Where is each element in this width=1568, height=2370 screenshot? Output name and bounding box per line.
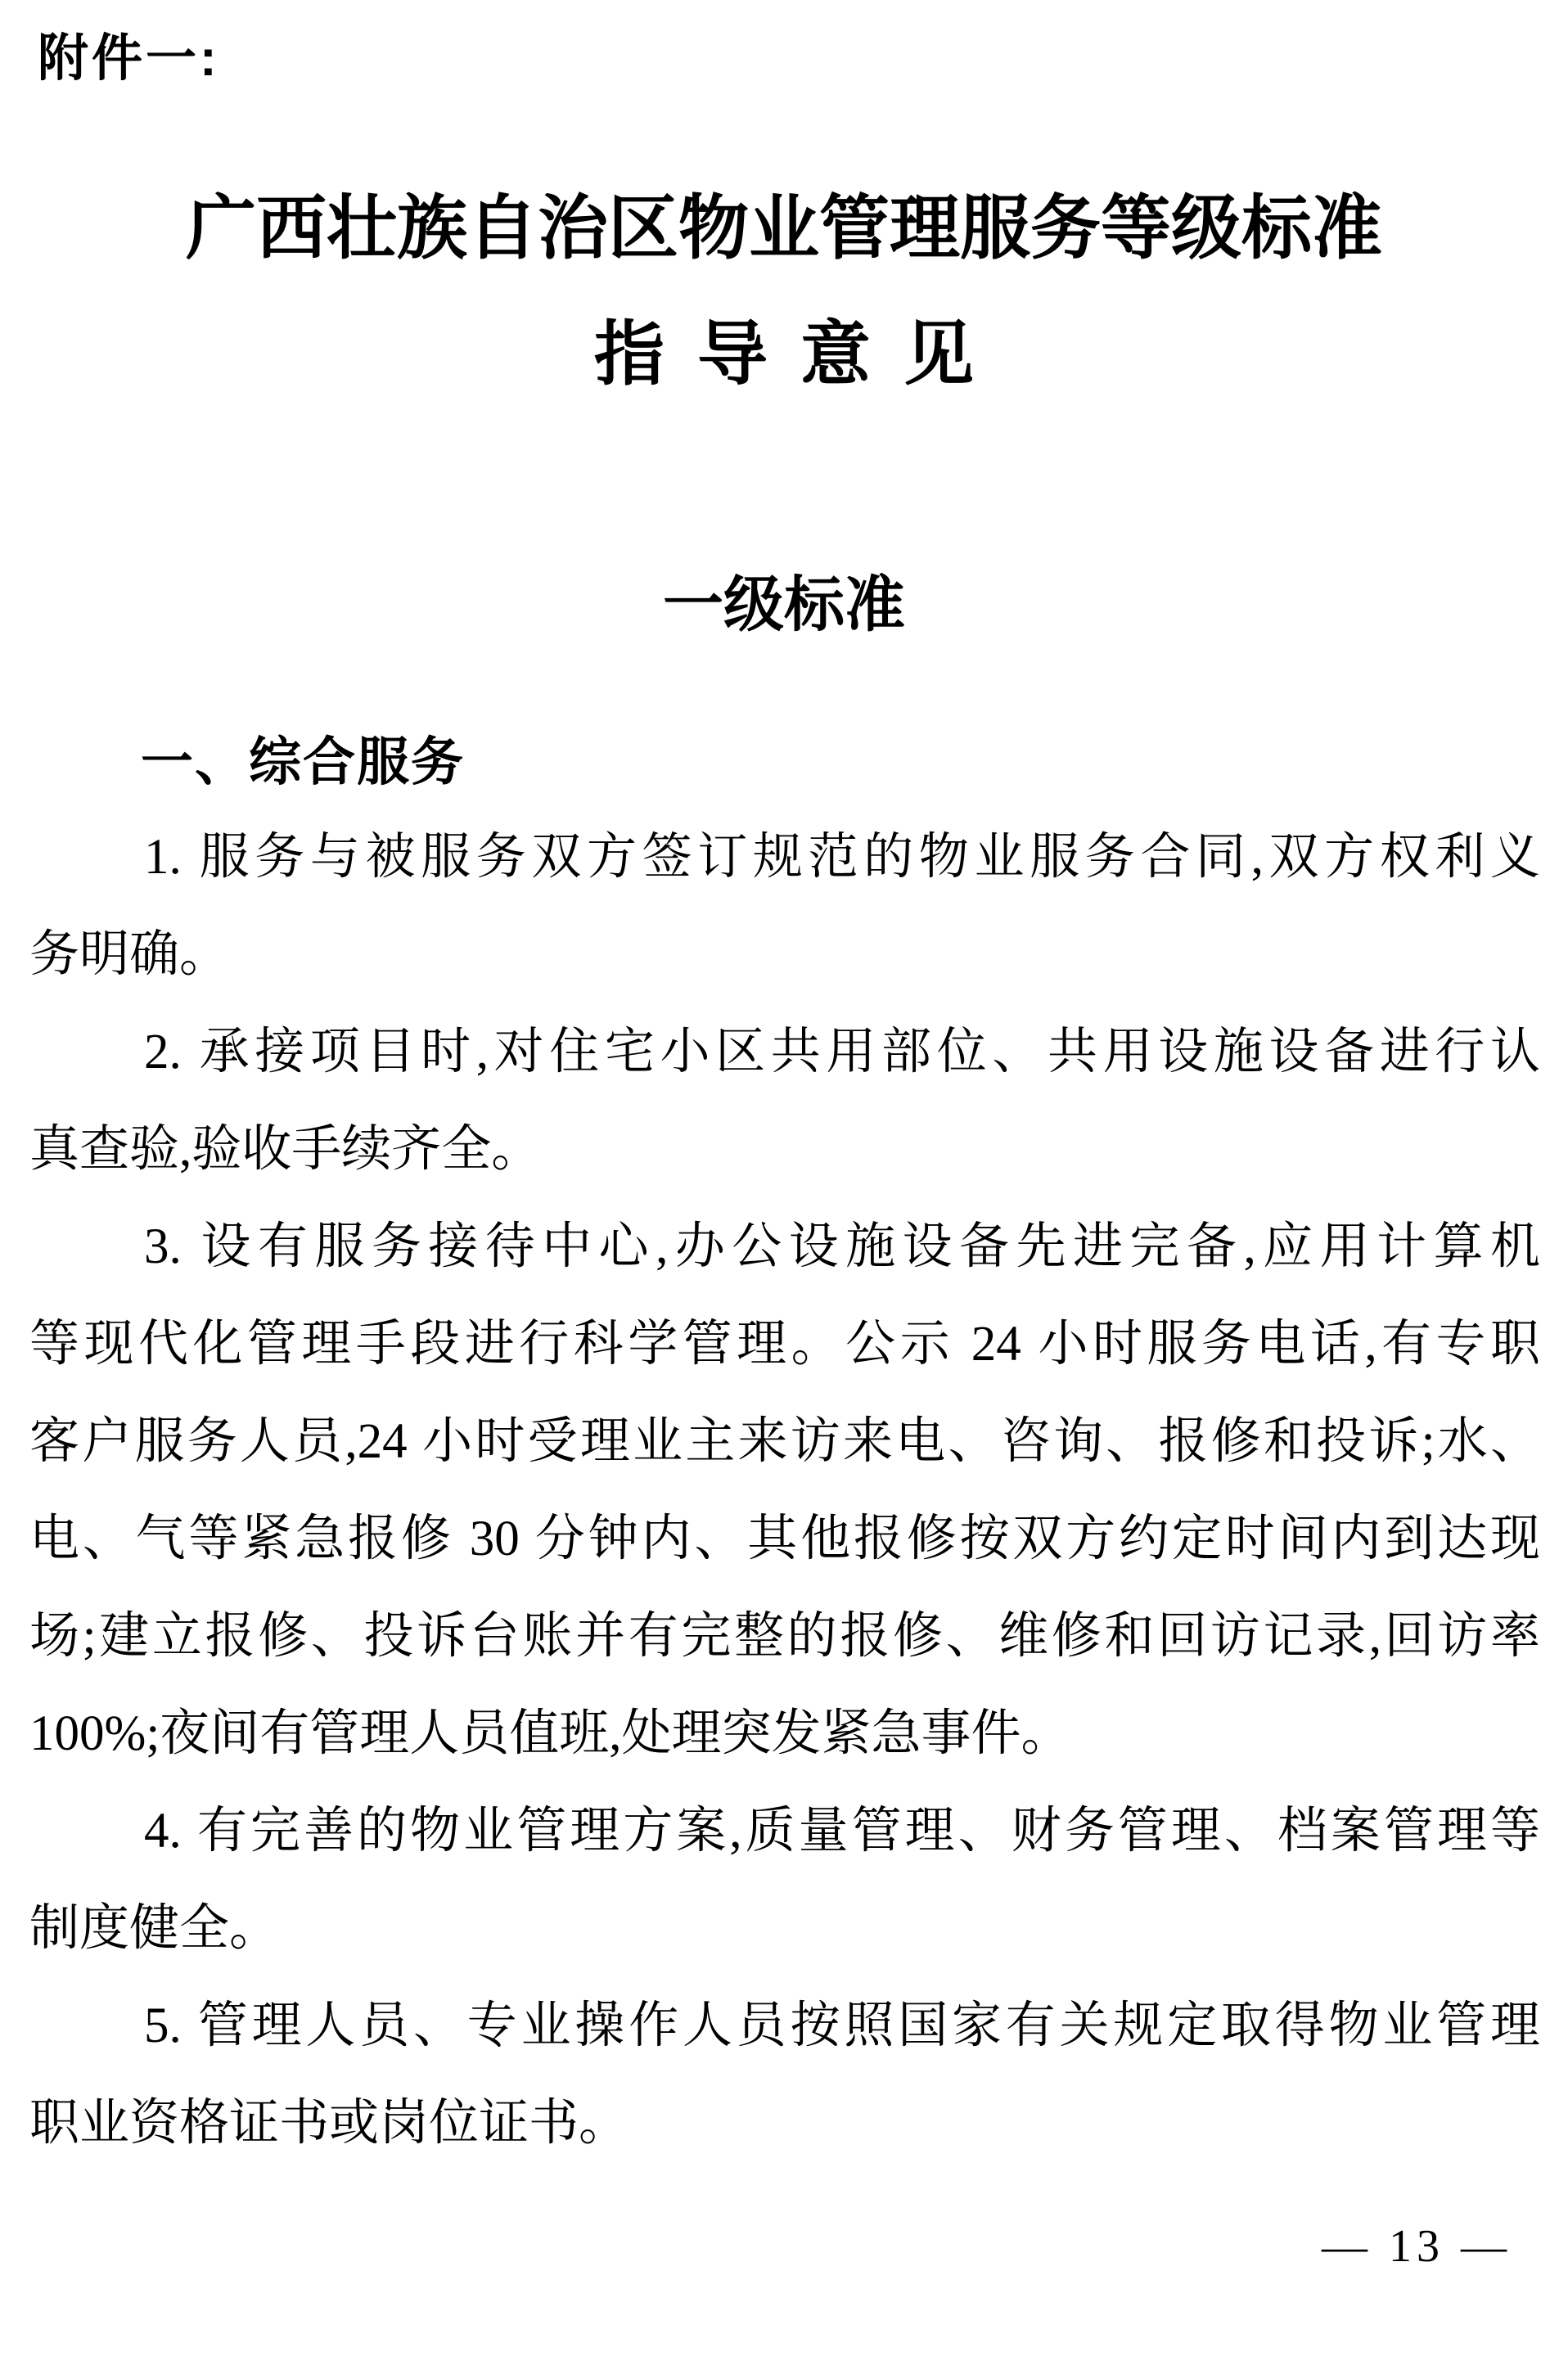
paragraph-1 xyxy=(29,809,1540,1003)
paragraph-line: 真查验,验收手续齐全。 xyxy=(29,1122,542,1177)
paragraph-line: 4. 有完善的物业管理方案,质量管理、财务管理、档案管理等 xyxy=(144,1804,1540,1859)
paragraph-line: 5. 管理人员、专业操作人员按照国家有关规定取得物业管理 xyxy=(144,1998,1540,2053)
body-text xyxy=(29,809,1540,2172)
paragraph-2 xyxy=(29,1003,1540,1198)
paragraph-line: 客户服务人员,24 小时受理业主来访来电、咨询、报修和投诉;水、 xyxy=(29,1414,1540,1469)
document-title-line1: 广西壮族自治区物业管理服务等级标准 xyxy=(186,189,1382,268)
page-number: — 13 — xyxy=(1322,2221,1512,2272)
paragraph-line: 等现代化管理手段进行科学管理。公示 24 小时服务电话,有专职 xyxy=(29,1317,1540,1372)
paragraph-3 xyxy=(29,1198,1540,1782)
paragraph-line: 场;建立报修、投诉台账并有完整的报修、维修和回访记录,回访率 xyxy=(29,1609,1540,1664)
paragraph-4 xyxy=(29,1782,1540,1977)
paragraph-line: 制度健全。 xyxy=(29,1901,280,1956)
paragraph-line: 100%;夜间有管理人员值班,处理突发紧急事件。 xyxy=(29,1706,1071,1761)
paragraph-line: 3. 设有服务接待中心,办公设施设备先进完备,应用计算机 xyxy=(144,1219,1540,1274)
paragraph-line: 务明确。 xyxy=(29,927,230,982)
attachment-label: 附件一: xyxy=(38,30,220,87)
paragraph-line: 2. 承接项目时,对住宅小区共用部位、共用设施设备进行认 xyxy=(144,1025,1540,1079)
paragraph-line: 1. 服务与被服务双方签订规范的物业服务合同,双方权利义 xyxy=(144,830,1540,885)
level-heading: 一级标准 xyxy=(663,570,905,638)
paragraph-line: 电、气等紧急报修 30 分钟内、其他报修按双方约定时间内到达现 xyxy=(29,1512,1540,1566)
section-heading: 一、综合服务 xyxy=(141,732,465,791)
paragraph-5 xyxy=(29,1977,1540,2172)
paragraph-line: 职业资格证书或岗位证书。 xyxy=(29,2096,629,2151)
document-title-line2: 指导意见 xyxy=(594,315,1007,394)
